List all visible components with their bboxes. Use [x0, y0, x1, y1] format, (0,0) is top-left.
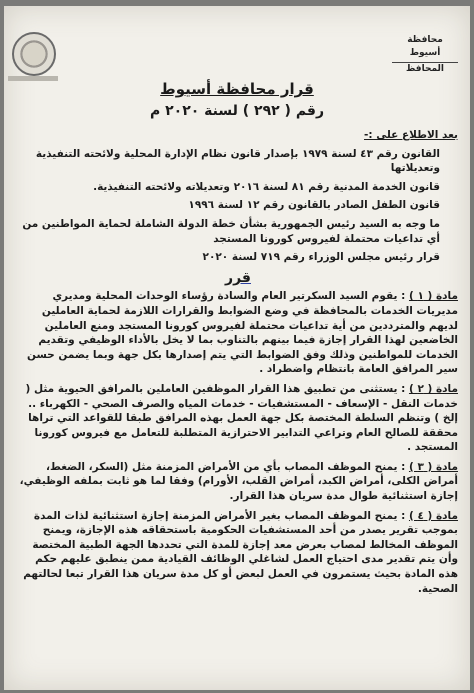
decree-number: رقم ( ٢٩٢ ) لسنة ٢٠٢٠ م — [149, 103, 325, 119]
document-page — [4, 6, 470, 690]
article-label: مادة ( ٣ ) — [408, 460, 458, 473]
stamp-line-1: محافظة أسيوط — [407, 35, 443, 58]
article-text: : يستثنى من تطبيق هذا القرار الموظفين العاملين بالمرافق الحيوية مثل ( خدمات النقل - الإسعاف - المستشفيات - خدمات المياه والصرف الصحي - الكهرباء .. إلخ ) وتنظم السلطة المختصة بكل جهة العمل بهذه المرافق طبقا للقواعد التي تراها محققة للصالح العام وتراعي التدابير الاحترازية المتطلبة للتعامل مع فيروس كورونا المستجد . — [25, 382, 458, 454]
decision-heading: قرر — [225, 269, 251, 286]
article-2 — [18, 382, 458, 455]
stamp-line-2: المحافظ — [392, 62, 458, 76]
reference-item: ما وجه به السيد رئيس الجمهورية بشأن خطة الدولة الشاملة لحماية المواطنين من أي تداعيات محتملة لفيروس كورونا المستجد — [22, 217, 440, 245]
governorate-seal-icon — [12, 32, 56, 76]
article-label: مادة ( ٢ ) — [408, 382, 458, 395]
article-3 — [18, 460, 458, 504]
article-4 — [18, 509, 458, 597]
document-body — [18, 128, 458, 601]
document-title: قرار محافظة أسيوط — [160, 80, 314, 98]
reference-item: القانون رقم ٤٣ لسنة ١٩٧٩ بإصدار قانون نظام الإدارة المحلية ولائحته التنفيذية وتعديلاتها — [35, 147, 440, 175]
article-label: مادة ( ١ ) — [408, 290, 458, 303]
article-text: : يقوم السيد السكرتير العام والسادة رؤساء الوحدات المحلية ومديري مديريات الخدمات بالمحافظة في وضع الضوابط والقرارات اللازمة لحماية العاملين لديهم والمترددين من أية تداعيات محتملة لفيروس كورونا المستجد ومنع العاملين الخاضعين لهذا القرار إجازة فيما بينهم بالتناوب بما لا يخل بالأداء الوظيفي وتقديم الخدمات للمواطنين وذلك وفق الضوابط التي يتم إصدارها بكل جهة وبما يضمن حسن سير المرافق العامة بانتظام واضطراد . — [27, 290, 458, 376]
reference-item: قانون الخدمة المدنية رقم ٨١ لسنة ٢٠١٦ وتعديلاته ولائحته التنفيذية. — [93, 180, 440, 193]
article-label: مادة ( ٤ ) — [408, 509, 458, 522]
article-text: : يمنح الموظف المصاب بأي من الأمراض المزمنة مثل (السكر، الضغط، أمراض الكلى، أمراض الكبد، أمراض القلب، الأورام) وفقا لما هو ثابت بملفه الوظيفي، إجازة استثنائية طوال مدة سريان هذا القرار. — [19, 460, 458, 503]
header-stamp — [392, 34, 458, 74]
article-1 — [18, 289, 458, 377]
reference-item: قانون الطفل الصادر بالقانون رقم ١٢ لسنة ١٩٩٦ — [188, 199, 440, 212]
intro-line: بعد الاطلاع على :- — [364, 129, 458, 141]
article-text: : يمنح الموظف المصاب بغير الأمراض المزمنة إجازة استثنائية لذات المدة بموجب تقرير يصدر من أحد المستشفيات الحكومية باستحقاقه هذه الإجازة، ويمنح الموظف المخالط لمصاب بعرض معد إجازة للمدة التي تحددها الجهة الطبية المختصة وأن يتم تقدير مدى احتياج العمل لشاغلي الوظائف القيادية ممن ينطبق عليهم حكم هذه المادة بحيث يستمرون في العمل لبعض أو كل مدة سريان هذا القرار تبعا لحالتهم الصحية. — [23, 509, 458, 595]
reference-item: قرار رئيس مجلس الوزراء رقم ٧١٩ لسنة ٢٠٢٠ — [202, 251, 440, 264]
